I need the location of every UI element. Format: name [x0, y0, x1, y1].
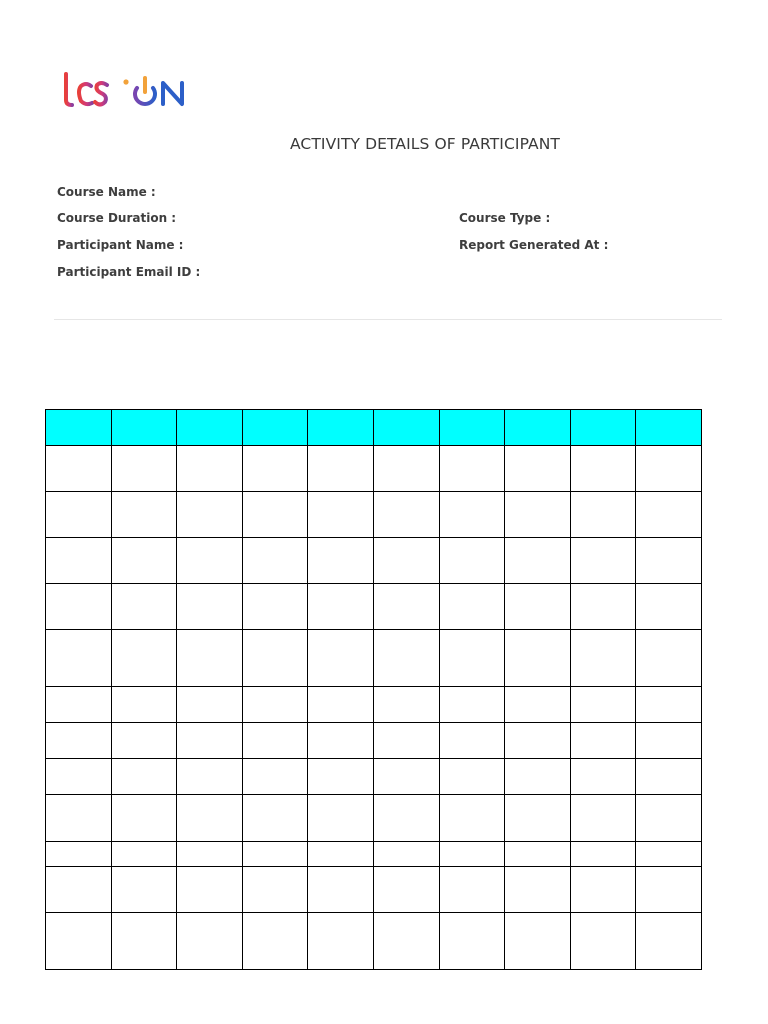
table-cell	[505, 723, 571, 759]
table-cell	[505, 867, 571, 913]
activity-table	[45, 409, 702, 970]
table-cell	[46, 492, 112, 538]
table-cell	[570, 759, 636, 795]
table-cell	[439, 584, 505, 630]
participant-name-label: Participant Name :	[57, 238, 184, 252]
report-generated-at-label: Report Generated At :	[459, 238, 609, 252]
table-cell	[308, 913, 374, 970]
table-cell	[177, 795, 243, 842]
table-cell	[373, 795, 439, 842]
table-cell	[111, 867, 177, 913]
table-cell	[308, 842, 374, 867]
table-cell	[177, 584, 243, 630]
table-row	[46, 492, 702, 538]
table-cell	[570, 492, 636, 538]
table-cell	[242, 913, 308, 970]
table-cell	[177, 630, 243, 687]
table-cell	[242, 759, 308, 795]
table-cell	[111, 584, 177, 630]
table-cell	[439, 867, 505, 913]
table-row	[46, 795, 702, 842]
table-cell	[373, 867, 439, 913]
table-cell	[308, 759, 374, 795]
table-cell	[373, 687, 439, 723]
table-cell	[373, 842, 439, 867]
table-cell	[439, 842, 505, 867]
table-cell	[46, 795, 112, 842]
table-cell	[46, 687, 112, 723]
table-cell	[46, 759, 112, 795]
table-cell	[636, 867, 702, 913]
table-cell	[308, 584, 374, 630]
table-cell	[111, 492, 177, 538]
table-cell	[636, 538, 702, 584]
table-row	[46, 584, 702, 630]
table-cell	[46, 538, 112, 584]
table-row	[46, 842, 702, 867]
table-cell	[177, 842, 243, 867]
table-cell	[636, 795, 702, 842]
table-cell	[46, 913, 112, 970]
table-cell	[570, 723, 636, 759]
table-row	[46, 913, 702, 970]
table-cell	[636, 913, 702, 970]
table-cell	[111, 842, 177, 867]
table-cell	[570, 867, 636, 913]
table-cell	[177, 759, 243, 795]
table-cell	[46, 723, 112, 759]
table-header-cell	[242, 410, 308, 446]
table-cell	[242, 446, 308, 492]
page-title: ACTIVITY DETAILS OF PARTICIPANT	[290, 135, 560, 153]
table-cell	[505, 759, 571, 795]
table-cell	[439, 913, 505, 970]
table-cell	[308, 630, 374, 687]
table-header-cell	[570, 410, 636, 446]
table-cell	[439, 795, 505, 842]
participant-email-label: Participant Email ID :	[57, 265, 201, 279]
table-cell	[570, 630, 636, 687]
table-header-cell	[111, 410, 177, 446]
table-row	[46, 723, 702, 759]
table-cell	[505, 630, 571, 687]
course-duration-label: Course Duration :	[57, 211, 177, 225]
table-cell	[308, 867, 374, 913]
table-cell	[242, 492, 308, 538]
table-cell	[439, 687, 505, 723]
table-cell	[373, 538, 439, 584]
table-cell	[373, 446, 439, 492]
table-cell	[505, 913, 571, 970]
table-cell	[636, 759, 702, 795]
table-cell	[505, 584, 571, 630]
table-cell	[373, 584, 439, 630]
table-cell	[505, 795, 571, 842]
table-header-cell	[46, 410, 112, 446]
table-cell	[111, 538, 177, 584]
table-cell	[439, 492, 505, 538]
table-cell	[308, 687, 374, 723]
table-cell	[636, 584, 702, 630]
table-cell	[505, 492, 571, 538]
table-cell	[242, 723, 308, 759]
table-cell	[570, 795, 636, 842]
table-cell	[242, 630, 308, 687]
table-cell	[636, 687, 702, 723]
table-cell	[242, 538, 308, 584]
table-cell	[242, 584, 308, 630]
table-cell	[46, 630, 112, 687]
table-header-cell	[636, 410, 702, 446]
table-cell	[242, 867, 308, 913]
table-row	[46, 759, 702, 795]
table-cell	[636, 723, 702, 759]
table-cell	[570, 584, 636, 630]
table-cell	[439, 630, 505, 687]
table-cell	[111, 630, 177, 687]
table-header-cell	[373, 410, 439, 446]
table-cell	[308, 492, 374, 538]
table-cell	[636, 492, 702, 538]
table-row	[46, 630, 702, 687]
table-cell	[308, 723, 374, 759]
table-cell	[373, 492, 439, 538]
table-cell	[308, 795, 374, 842]
table-header-row	[46, 410, 702, 446]
table-cell	[177, 687, 243, 723]
table-cell	[439, 446, 505, 492]
table-cell	[111, 759, 177, 795]
table-cell	[46, 842, 112, 867]
table-cell	[46, 584, 112, 630]
table-header-cell	[505, 410, 571, 446]
table-cell	[177, 446, 243, 492]
table-header-cell	[439, 410, 505, 446]
table-cell	[570, 842, 636, 867]
table-cell	[636, 630, 702, 687]
table-row	[46, 867, 702, 913]
course-name-label: Course Name :	[57, 185, 156, 199]
table-header-cell	[308, 410, 374, 446]
table-cell	[570, 538, 636, 584]
table-cell	[439, 759, 505, 795]
table-cell	[46, 867, 112, 913]
table-cell	[111, 687, 177, 723]
table-cell	[439, 723, 505, 759]
table-cell	[308, 538, 374, 584]
table-cell	[439, 538, 505, 584]
table-cell	[636, 446, 702, 492]
section-divider	[54, 319, 722, 320]
course-type-label: Course Type :	[459, 211, 551, 225]
table-cell	[177, 723, 243, 759]
table-cell	[373, 723, 439, 759]
table-row	[46, 446, 702, 492]
table-cell	[373, 759, 439, 795]
table-cell	[636, 842, 702, 867]
tcs-ion-logo	[60, 70, 190, 110]
table-cell	[111, 795, 177, 842]
table-cell	[505, 842, 571, 867]
table-cell	[373, 913, 439, 970]
table-cell	[505, 446, 571, 492]
table-cell	[570, 687, 636, 723]
table-cell	[242, 842, 308, 867]
table-cell	[505, 538, 571, 584]
table-row	[46, 687, 702, 723]
table-cell	[177, 913, 243, 970]
table-cell	[177, 538, 243, 584]
table-cell	[46, 446, 112, 492]
table-row	[46, 538, 702, 584]
table-cell	[111, 913, 177, 970]
table-cell	[242, 687, 308, 723]
table-cell	[373, 630, 439, 687]
table-cell	[242, 795, 308, 842]
table-cell	[111, 723, 177, 759]
table-cell	[308, 446, 374, 492]
table-cell	[111, 446, 177, 492]
table-cell	[177, 867, 243, 913]
table-cell	[177, 492, 243, 538]
table-header-cell	[177, 410, 243, 446]
table-cell	[570, 446, 636, 492]
table-cell	[570, 913, 636, 970]
table-cell	[505, 687, 571, 723]
